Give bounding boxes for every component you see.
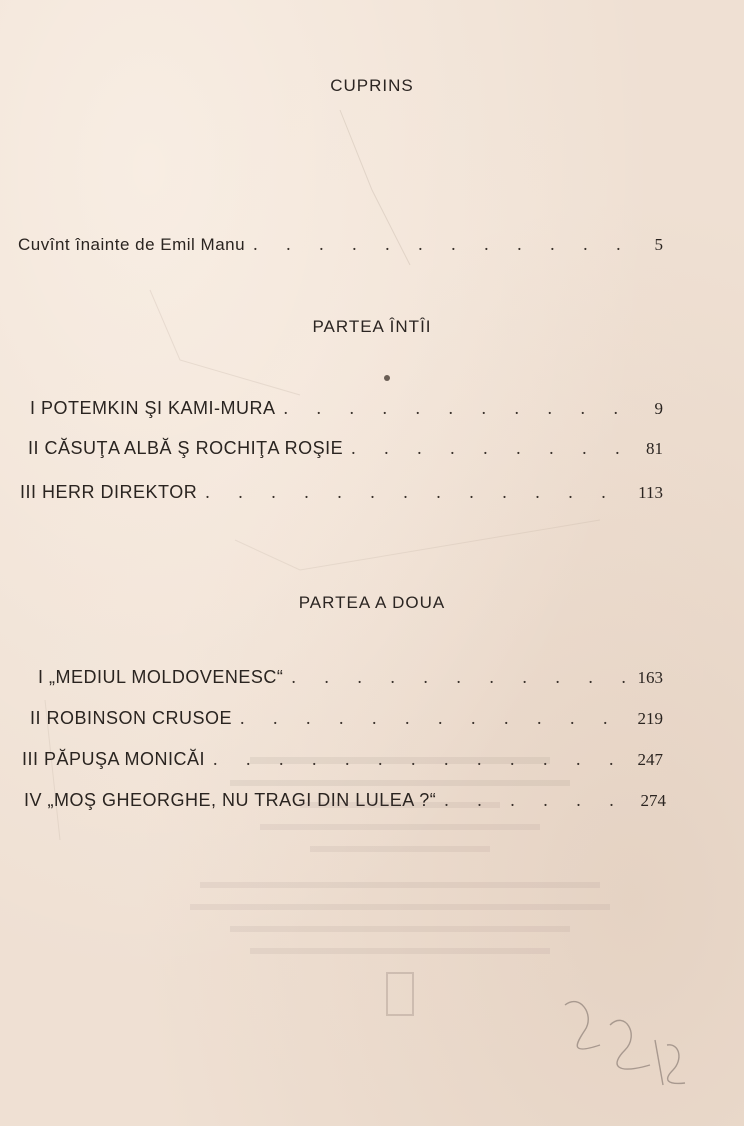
dot-leader — [253, 234, 631, 255]
pencil-mark — [555, 985, 695, 1095]
toc-entry-title: IV „MOŞ GHEORGHE, NU TRAGI DIN LULEA ?“ — [24, 790, 437, 810]
toc-entry-title: I POTEMKIN ŞI KAMI-MURA — [30, 398, 276, 418]
toc-entry-page: 247 — [637, 750, 663, 769]
toc-entry-chapter[interactable] — [28, 438, 663, 464]
toc-heading: CUPRINS — [330, 76, 414, 95]
dot-leader — [240, 708, 627, 729]
part-heading: PARTEA A DOUA — [298, 593, 446, 612]
toc-entry-chapter[interactable] — [30, 708, 663, 734]
dot-leader — [291, 667, 627, 688]
toc-entry-chapter[interactable] — [30, 398, 663, 424]
dot-leader — [205, 482, 628, 503]
toc-entry-page: 113 — [638, 483, 663, 502]
toc-entry-chapter[interactable] — [38, 667, 663, 693]
toc-entry-page: 81 — [646, 439, 663, 458]
toc-entry-title: III PĂPUŞA MONICĂI — [22, 749, 206, 769]
dot-leader — [351, 438, 631, 459]
toc-entry-title: II ROBINSON CRUSOE — [30, 708, 233, 728]
toc-entry-title: Cuvînt înainte de Emil Manu — [18, 235, 246, 254]
dot-leader — [284, 398, 631, 419]
toc-entry-chapter[interactable] — [20, 482, 663, 508]
ink-speck — [384, 375, 390, 381]
toc-entry-page: 163 — [637, 668, 663, 687]
toc-entry-page: 274 — [640, 791, 666, 810]
toc-entry-page: 9 — [654, 399, 663, 418]
toc-entry-title: II CĂSUŢA ALBĂ Ş ROCHIŢA ROŞIE — [28, 438, 344, 458]
part-heading: PARTEA ÎNTÎI — [312, 317, 432, 336]
toc-entry-title: I „MEDIUL MOLDOVENESC“ — [38, 667, 284, 687]
toc-entry-intro[interactable] — [18, 234, 663, 260]
show-through-logo — [386, 972, 414, 1016]
show-through-text — [190, 740, 610, 1020]
toc-entry-page: 5 — [654, 235, 663, 254]
toc-entry-page: 219 — [637, 709, 663, 728]
toc-entry-title: III HERR DIREKTOR — [20, 482, 198, 502]
